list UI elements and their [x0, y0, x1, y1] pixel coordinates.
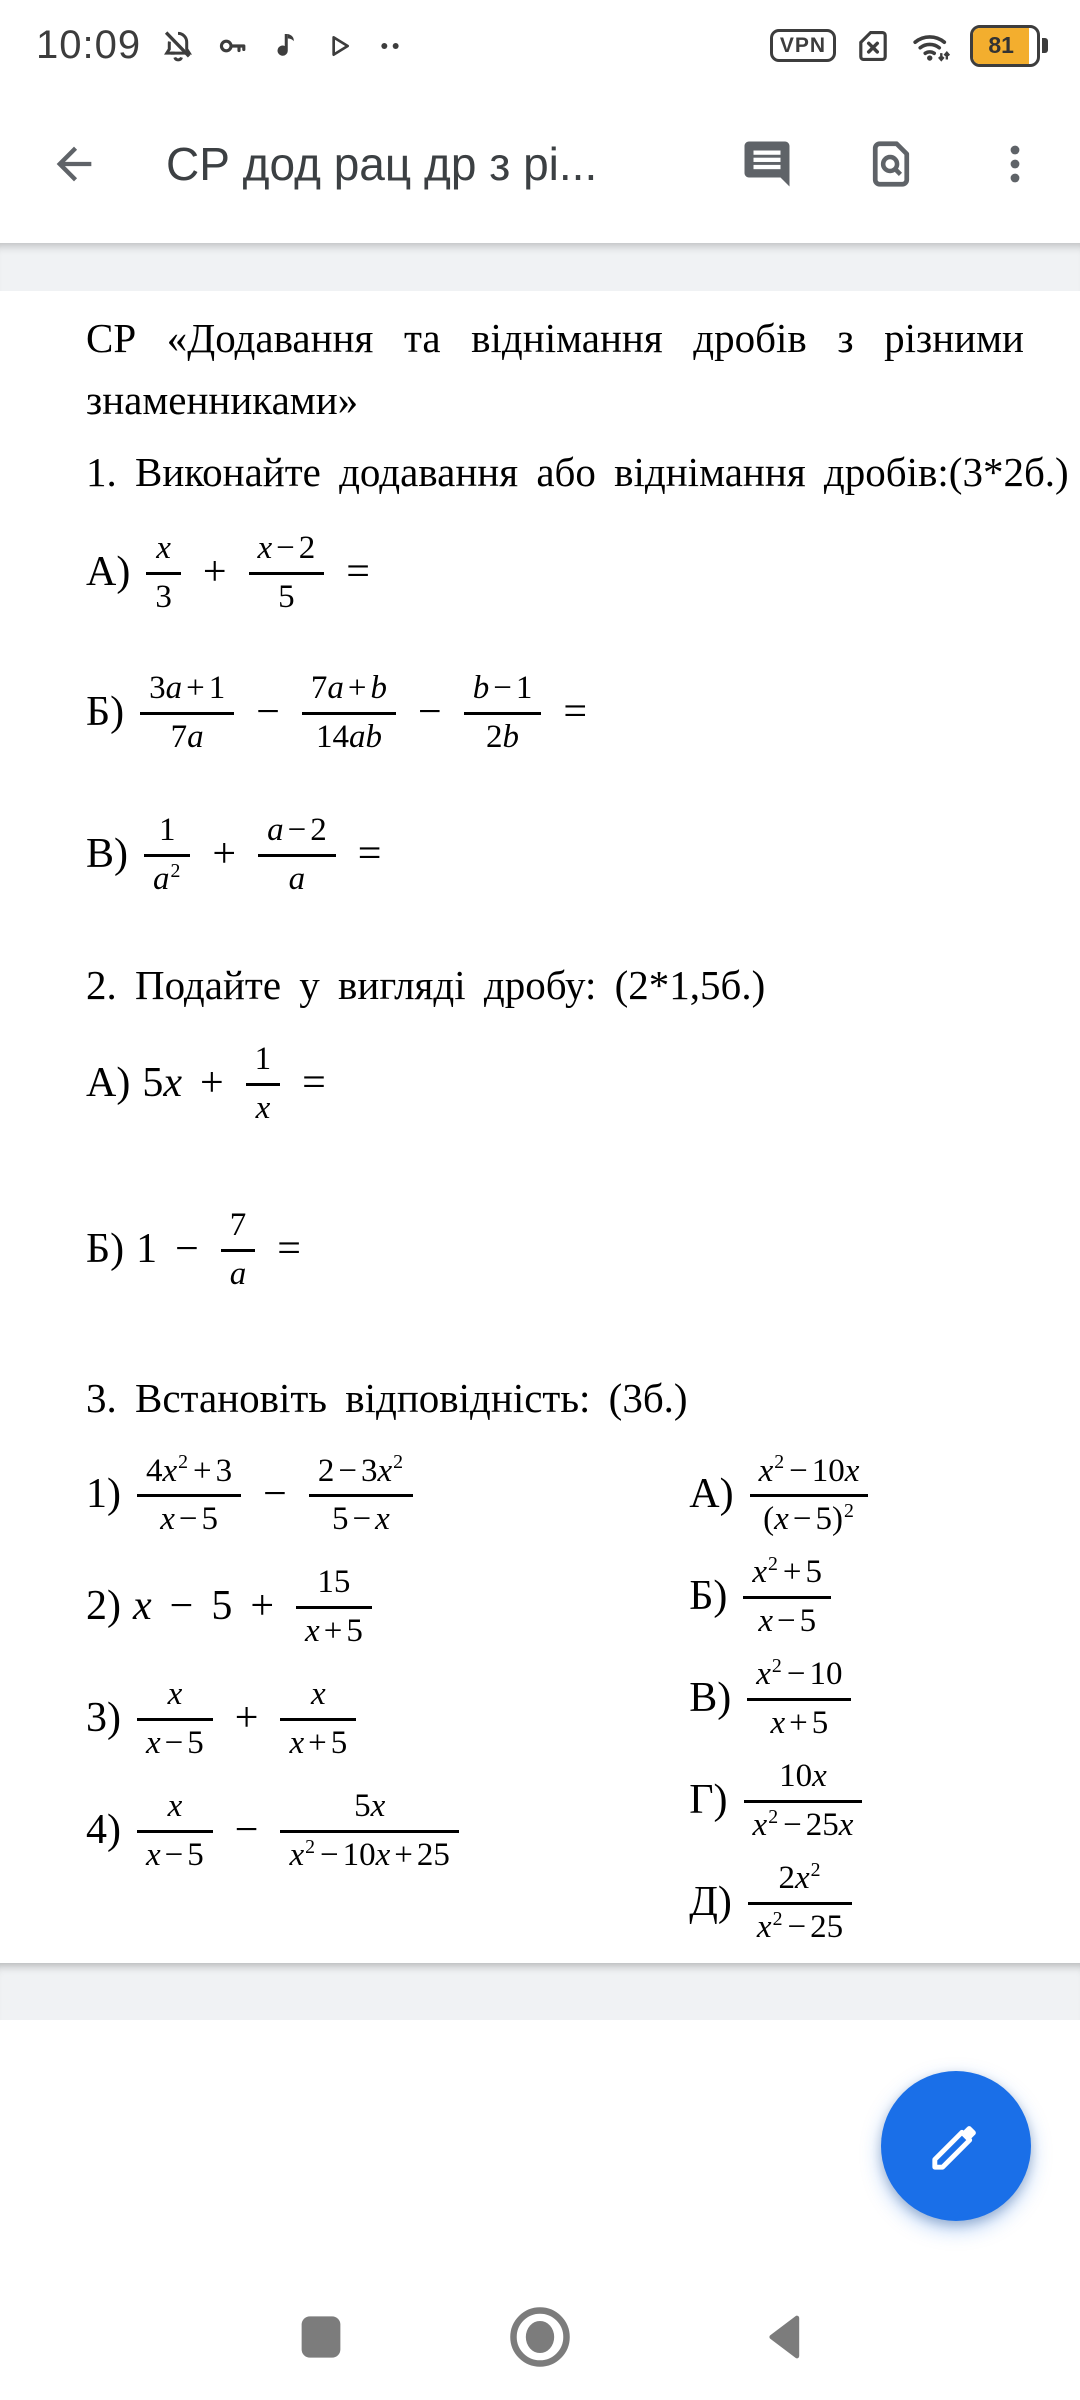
music-note-icon: [269, 28, 305, 64]
task1-points: (3*2б.): [948, 448, 1069, 495]
key-icon: [215, 28, 251, 64]
math-expression: $\frac{4x^2 + 3}{x - 5}$ − $\frac{2 - 3x^2}{5 - x}$: [133, 1450, 417, 1540]
doc-title: СР «Додавання та віднімання дробів з різними знаменниками»: [86, 315, 1024, 424]
math-expression: $\frac{10x}{x^2 - 25x}$: [740, 1755, 867, 1845]
matching-section: [86, 1450, 1024, 1959]
app-bar-actions: [738, 135, 1044, 193]
match-answer-v: [611, 1653, 1024, 1743]
back-nav-button[interactable]: [752, 2304, 818, 2370]
match-answer-b: [611, 1551, 1024, 1641]
math-expression: $\frac{x^2 - 10}{x + 5}$: [743, 1653, 855, 1743]
match-item-2: [86, 1561, 611, 1651]
battery-indicator: [970, 25, 1048, 67]
item-label: А): [86, 549, 131, 596]
math-expression: $\frac{x}{x - 5}$ − $\frac{5x}{x^2 - 10x + 25}$: [133, 1785, 463, 1875]
match-item-4: [86, 1785, 611, 1875]
matching-right-column: [611, 1450, 1024, 1959]
play-icon: [323, 30, 355, 62]
match-item-3: [86, 1673, 611, 1763]
more-notifications-icon: [373, 29, 407, 63]
task1-item-b: [86, 667, 1024, 757]
arrow-back-icon: [48, 138, 100, 190]
recents-square-icon: [290, 2306, 352, 2368]
match-item-1: [86, 1450, 611, 1540]
comments-button[interactable]: [738, 135, 796, 193]
item-label: Г): [689, 1777, 728, 1824]
overflow-menu-button[interactable]: [986, 135, 1044, 193]
status-bar-left: [36, 23, 407, 68]
item-label: 4): [86, 1807, 121, 1854]
item-label: А): [86, 1060, 131, 1107]
match-answer-a: [611, 1450, 1024, 1540]
find-in-page-icon: [864, 137, 918, 191]
item-label: Б): [86, 1226, 125, 1273]
wifi-icon: [910, 27, 952, 65]
task1-heading-text: 1. Виконайте додавання або віднімання дробів:: [86, 448, 949, 495]
find-in-document-button[interactable]: [862, 135, 920, 193]
task1-heading: [86, 442, 1069, 504]
status-bar: [0, 0, 1080, 85]
item-label: В): [86, 830, 128, 877]
math-expression: 5 x + $\frac{1}{x}$ =: [142, 1038, 344, 1128]
item-label: 1): [86, 1471, 121, 1518]
math-expression: $\frac{x^2 - 10x}{(x - 5)^2}$: [746, 1450, 873, 1540]
item-label: 3): [86, 1695, 121, 1742]
item-label: В): [689, 1675, 732, 1722]
math-expression: $\frac{3a + 1}{7a}$ − $\frac{7a + b}{14ab}$ − $\frac{b - 1}{2b}$ =: [136, 667, 605, 757]
item-label: А): [689, 1471, 734, 1518]
item-label: Б): [689, 1573, 728, 1620]
math-expression: $\frac{x^2 + 5}{x - 5}$: [739, 1551, 835, 1641]
match-answer-d: [611, 1857, 1024, 1947]
home-button[interactable]: [503, 2300, 577, 2374]
battery-level: 81: [973, 28, 1029, 64]
comment-icon: [740, 137, 794, 191]
math-expression: 1 − $\frac{7}{a}$ =: [136, 1204, 319, 1294]
math-expression: $\frac{1}{a^2}$ + $\frac{a - 2}{a}$ =: [140, 809, 399, 899]
edit-fab[interactable]: [881, 2071, 1031, 2221]
canvas-gap-bottom: [0, 1963, 1080, 2020]
recents-button[interactable]: [290, 2306, 352, 2368]
pencil-icon: [925, 2115, 987, 2177]
vpn-badge: VPN: [770, 29, 836, 62]
document-title: СР дод рац др з рі...: [166, 138, 598, 190]
notifications-muted-icon: [159, 27, 197, 65]
item-label: Д): [689, 1878, 732, 1925]
task2-item-b: [86, 1204, 1024, 1294]
document-page[interactable]: [0, 291, 1080, 1963]
task3-heading: 3. Встановіть відповідність: (3б.): [86, 1375, 688, 1421]
match-answer-g: [611, 1755, 1024, 1845]
battery-body: [970, 25, 1040, 67]
math-expression: $\frac{x}{3}$ + $\frac{x - 2}{5}$ =: [142, 527, 388, 617]
task2-item-a: [86, 1038, 1024, 1128]
status-bar-right: [770, 25, 1048, 67]
item-label: Б): [86, 688, 125, 735]
task1-item-v: [86, 809, 1024, 899]
task1-item-a: [86, 527, 1024, 617]
math-expression: $\frac{x}{x - 5}$ + $\frac{x}{x + 5}$: [133, 1673, 360, 1763]
math-expression: x − 5 + $\frac{15}{x + 5}$: [133, 1561, 376, 1651]
three-dots-icon: [991, 140, 1039, 188]
matching-left-column: [86, 1450, 611, 1959]
clock: 10:09: [36, 23, 142, 67]
battery-nub: [1042, 38, 1048, 53]
home-circle-icon: [503, 2300, 577, 2374]
item-label: 2): [86, 1583, 121, 1630]
back-button[interactable]: [44, 134, 104, 194]
canvas-gap-top: [0, 243, 1080, 291]
sim-missing-icon: [854, 27, 892, 65]
back-triangle-icon: [754, 2306, 816, 2368]
app-bar: [0, 85, 1080, 243]
task2-heading: 2. Подайте у вигляді дробу: (2*1,5б.): [86, 961, 766, 1008]
math-expression: $\frac{2x^2}{x^2 - 25}$: [744, 1857, 856, 1947]
